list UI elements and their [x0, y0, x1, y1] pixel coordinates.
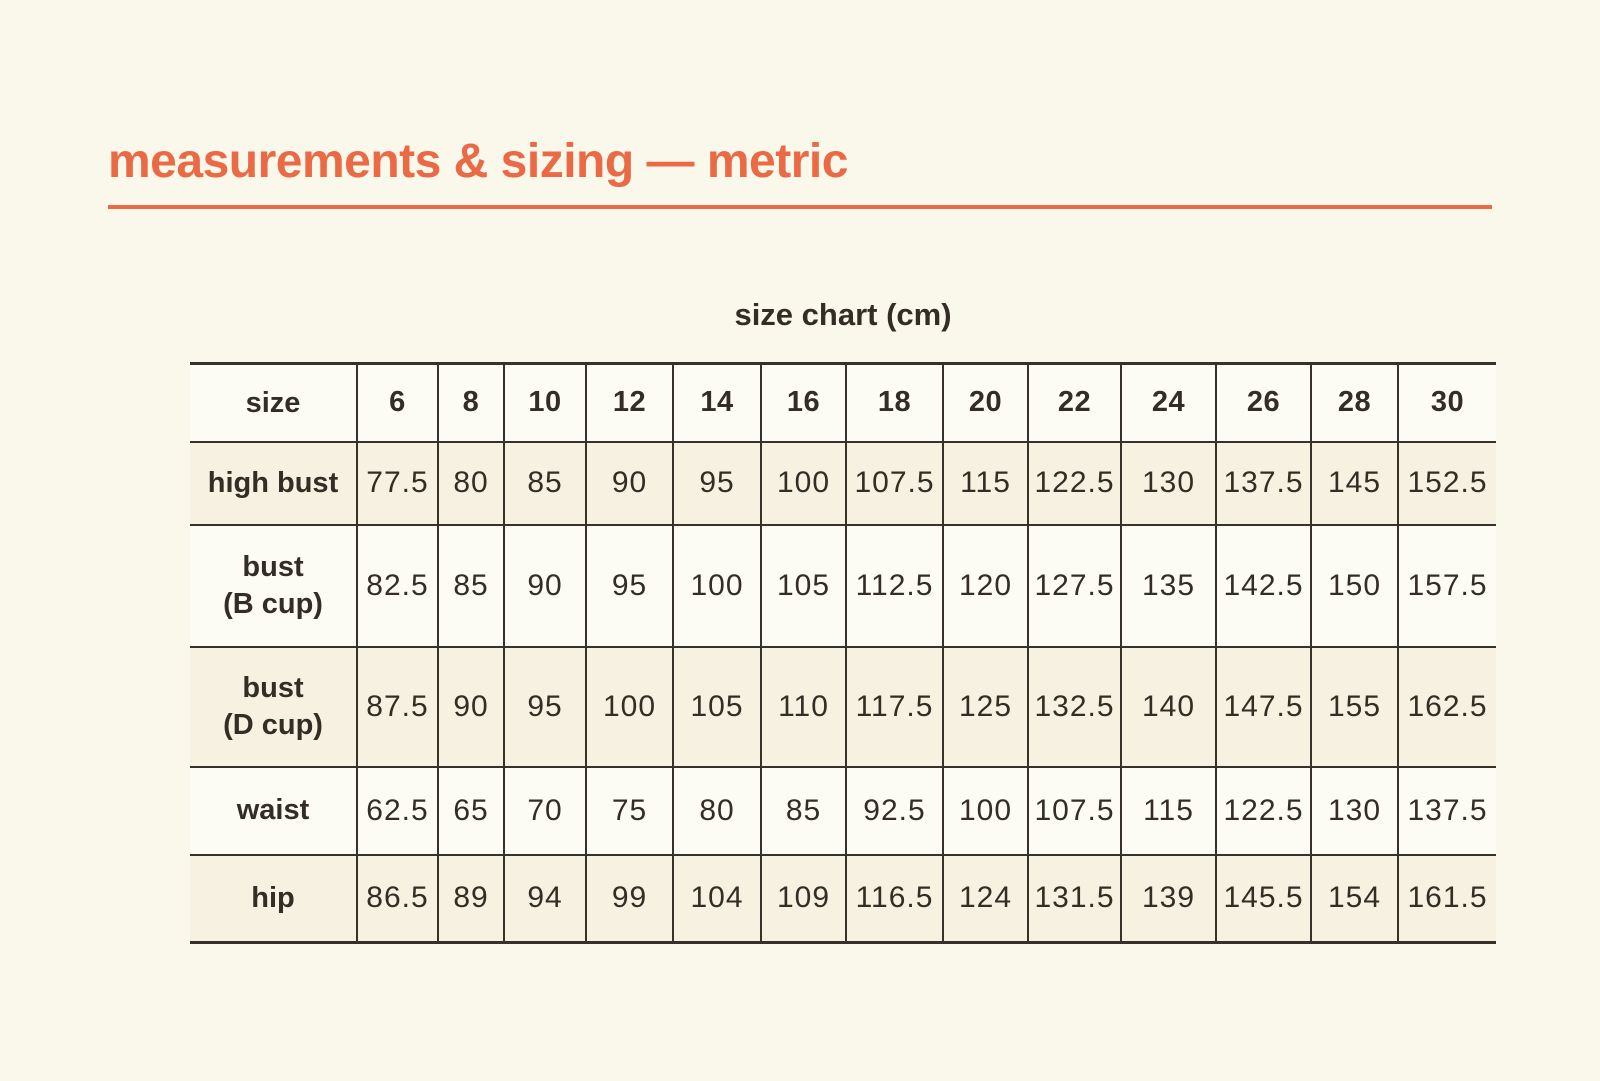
size-column-header: 18: [846, 364, 943, 442]
measurement-cell: 90: [586, 442, 673, 525]
size-column-header: 6: [357, 364, 438, 442]
size-column-header: 24: [1121, 364, 1216, 442]
measurement-cell: 62.5: [357, 767, 438, 855]
measurement-cell: 127.5: [1028, 525, 1121, 647]
measurement-cell: 124: [943, 855, 1028, 943]
size-column-header: 8: [438, 364, 504, 442]
size-column-header: 16: [761, 364, 846, 442]
measurement-cell: 95: [586, 525, 673, 647]
size-column-header: 26: [1216, 364, 1311, 442]
row-label-text: bust: [242, 551, 304, 584]
measurement-cell: 105: [673, 647, 761, 767]
measurement-cell: 132.5: [1028, 647, 1121, 767]
row-label-subtext: (B cup): [223, 587, 323, 620]
measurement-cell: 131.5: [1028, 855, 1121, 943]
table-row-bust-b-cup: [190, 525, 1496, 647]
measurement-cell: 90: [438, 647, 504, 767]
measurement-cell: 90: [504, 525, 586, 647]
measurement-cell: 145.5: [1216, 855, 1311, 943]
measurement-cell: 150: [1311, 525, 1398, 647]
size-column-header: 14: [673, 364, 761, 442]
measurement-cell: 145: [1311, 442, 1398, 525]
row-label: [190, 525, 357, 647]
measurement-cell: 92.5: [846, 767, 943, 855]
measurement-cell: 130: [1121, 442, 1216, 525]
measurement-cell: 65: [438, 767, 504, 855]
measurement-cell: 87.5: [357, 647, 438, 767]
row-label: [190, 647, 357, 767]
measurement-cell: 75: [586, 767, 673, 855]
size-column-header: 12: [586, 364, 673, 442]
heading-divider: [108, 205, 1492, 209]
measurement-cell: 104: [673, 855, 761, 943]
measurement-cell: 110: [761, 647, 846, 767]
row-label-subtext: (D cup): [223, 708, 323, 741]
row-label-text: waist: [236, 794, 310, 827]
measurement-cell: 117.5: [846, 647, 943, 767]
measurement-cell: 94: [504, 855, 586, 943]
measurement-cell: 107.5: [846, 442, 943, 525]
measurement-cell: 115: [1121, 767, 1216, 855]
measurement-cell: 112.5: [846, 525, 943, 647]
size-header-row: [190, 364, 1496, 442]
measurement-cell: 95: [673, 442, 761, 525]
measurement-cell: 130: [1311, 767, 1398, 855]
row-label-text: bust: [242, 672, 304, 705]
measurement-cell: 142.5: [1216, 525, 1311, 647]
measurement-cell: 85: [438, 525, 504, 647]
measurement-cell: 162.5: [1398, 647, 1496, 767]
size-chart-table: [190, 362, 1496, 944]
measurement-cell: 147.5: [1216, 647, 1311, 767]
measurement-cell: 100: [673, 525, 761, 647]
measurement-cell: 152.5: [1398, 442, 1496, 525]
measurement-cell: 80: [673, 767, 761, 855]
size-column-header: 10: [504, 364, 586, 442]
measurement-cell: 122.5: [1028, 442, 1121, 525]
measurement-cell: 161.5: [1398, 855, 1496, 943]
measurement-cell: 107.5: [1028, 767, 1121, 855]
size-column-header: 30: [1398, 364, 1496, 442]
measurement-cell: 105: [761, 525, 846, 647]
row-label-header: size: [190, 364, 357, 442]
size-column-header: 28: [1311, 364, 1398, 442]
page-title: measurements & sizing — metric: [108, 135, 848, 188]
measurement-cell: 157.5: [1398, 525, 1496, 647]
measurement-cell: 135: [1121, 525, 1216, 647]
row-label: [190, 767, 357, 855]
measurement-cell: 85: [504, 442, 586, 525]
row-label: [190, 442, 357, 525]
measurement-cell: 100: [761, 442, 846, 525]
table-title: size chart (cm): [734, 297, 952, 332]
measurement-cell: 154: [1311, 855, 1398, 943]
measurement-cell: 125: [943, 647, 1028, 767]
size-column-header: 20: [943, 364, 1028, 442]
measurement-cell: 70: [504, 767, 586, 855]
measurement-cell: 137.5: [1216, 442, 1311, 525]
row-label-text: hip: [251, 882, 295, 915]
measurement-cell: 80: [438, 442, 504, 525]
table-row-bust-d-cup: [190, 647, 1496, 767]
measurement-cell: 99: [586, 855, 673, 943]
table-row-high-bust: [190, 442, 1496, 525]
measurement-cell: 155: [1311, 647, 1398, 767]
measurement-cell: 137.5: [1398, 767, 1496, 855]
size-table: [190, 362, 1496, 944]
table-row-waist: [190, 767, 1496, 855]
measurement-cell: 85: [761, 767, 846, 855]
measurement-cell: 140: [1121, 647, 1216, 767]
size-column-header: 22: [1028, 364, 1121, 442]
measurement-cell: 109: [761, 855, 846, 943]
row-label: [190, 855, 357, 943]
measurement-cell: 86.5: [357, 855, 438, 943]
measurement-cell: 120: [943, 525, 1028, 647]
row-label-text: high bust: [207, 466, 339, 499]
measurement-cell: 89: [438, 855, 504, 943]
measurement-cell: 95: [504, 647, 586, 767]
table-row-hip: [190, 855, 1496, 943]
measurement-cell: 122.5: [1216, 767, 1311, 855]
measurement-cell: 115: [943, 442, 1028, 525]
measurement-cell: 82.5: [357, 525, 438, 647]
measurement-cell: 116.5: [846, 855, 943, 943]
measurement-cell: 100: [943, 767, 1028, 855]
measurement-cell: 77.5: [357, 442, 438, 525]
measurement-cell: 139: [1121, 855, 1216, 943]
measurement-cell: 100: [586, 647, 673, 767]
